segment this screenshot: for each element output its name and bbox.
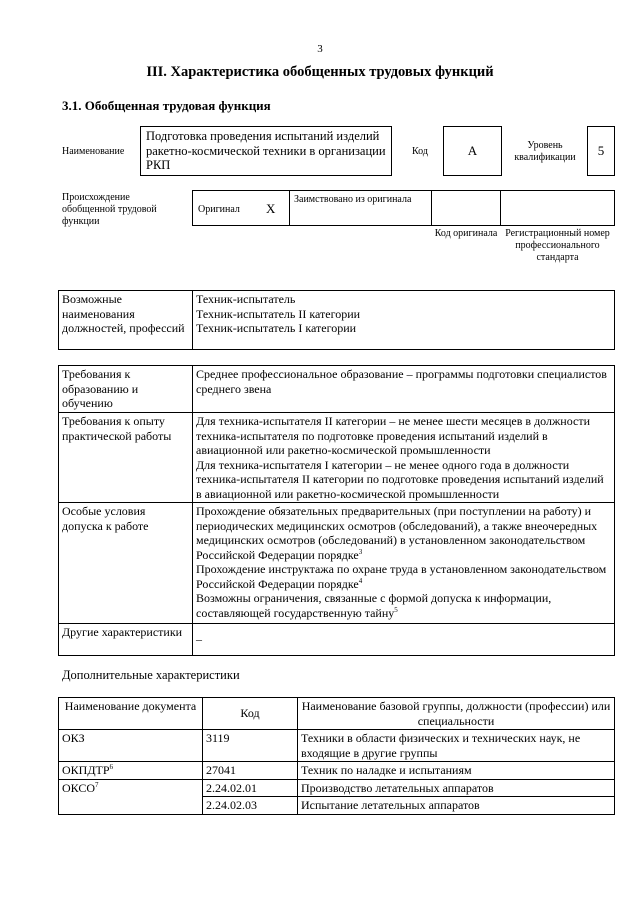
- function-name-value: Подготовка проведения испытаний изделий ракетно-космической техники в организации РКП: [140, 126, 392, 176]
- footnote-mark: 4: [358, 576, 363, 585]
- positions-list: [193, 291, 615, 350]
- positions-table: [58, 290, 615, 350]
- additional-title: Дополнительные характеристики: [62, 668, 240, 682]
- requirement-value: –: [193, 624, 615, 656]
- row-code: 27041: [203, 762, 298, 780]
- reg-number-label: Регистрационный номер профессионального стандарта: [505, 228, 610, 263]
- original-label: Оригинал: [198, 204, 240, 215]
- row-doc: ОКПДТР$^6$: [59, 762, 203, 780]
- section-title: III. Характеристика обобщенных трудовых функций: [146, 64, 494, 80]
- row-name: Испытание летательных аппаратов: [298, 797, 615, 815]
- requirement-row: [59, 503, 615, 624]
- row-name: Техники в области физических и технических наук, не входящие в другие группы: [298, 730, 615, 762]
- requirement-label: Требования к образованию и обучению: [59, 366, 193, 413]
- requirement-label: Особые условия допуска к работе: [59, 503, 193, 624]
- original-cell: [192, 190, 290, 226]
- requirement-line: Прохождение обязательных предварительных (при поступлении на работу) и периодических медицинских осмотров (обследований), а также внеочередных медицинских осмотров (обследований) в установленном законодательством Российской Федерации порядке$^3$: [196, 504, 598, 562]
- requirement-line: Для техника-испытателя II категории – не менее шести месяцев в должности техника-испытателя по подготовке проведения испытаний изделий в авиационной или ракетно-космической промышленности: [196, 414, 591, 457]
- position-item: Техник-испытатель: [196, 292, 296, 306]
- requirement-line: Прохождение инструктажа по охране труда в установленном законодательством Российской Федерации порядке$^4$: [196, 562, 607, 591]
- name-label: Наименование: [62, 146, 125, 157]
- additional-header-row: [59, 698, 615, 730]
- row-doc: ОКСО$^7$: [59, 779, 203, 797]
- requirement-value: Среднее профессиональное образование – программы подготовки специалистов среднего звена: [193, 366, 615, 413]
- code-original-cell: [431, 190, 501, 226]
- table-row: [59, 797, 615, 815]
- additional-table: [58, 697, 615, 815]
- requirement-line: Возможны ограничения, связанные с формой допуска к информации, составляющей государственную тайну$^5$: [196, 591, 552, 620]
- row-code: 2.24.02.01: [203, 779, 298, 797]
- code-label: Код: [412, 146, 428, 157]
- position-item: Техник-испытатель II категории: [196, 306, 361, 321]
- level-label: Уровень квалификации: [514, 140, 576, 163]
- position-item: Техник-испытатель I категории: [196, 321, 357, 335]
- table-row: [59, 762, 615, 780]
- requirement-row: [59, 413, 615, 503]
- positions-label: Возможные наименования должностей, профессий: [59, 291, 193, 350]
- row-code: 3119: [203, 730, 298, 762]
- borrowed-cell: Заимствовано из оригинала: [289, 190, 432, 226]
- requirement-row: [59, 624, 615, 656]
- level-value: 5: [587, 126, 615, 176]
- table-row: [59, 730, 615, 762]
- footnote-mark: 5: [394, 605, 398, 614]
- row-name: Производство летательных аппаратов: [298, 779, 615, 797]
- subsection-title: 3.1. Обобщенная трудовая функция: [62, 98, 271, 113]
- requirement-label: Требования к опыту практической работы: [59, 413, 193, 503]
- row-doc: ОКЗ: [59, 730, 203, 762]
- code-original-label: Код оригинала: [434, 228, 498, 239]
- row-doc: [59, 797, 203, 815]
- requirement-label: Другие характеристики: [59, 624, 193, 656]
- row-code: 2.24.02.03: [203, 797, 298, 815]
- origin-label: Происхождение обобщенной трудовой функции: [62, 192, 157, 227]
- requirement-row: [59, 366, 615, 413]
- reg-number-cell: [500, 190, 615, 226]
- original-mark: X: [266, 201, 276, 216]
- table-row: [59, 779, 615, 797]
- requirement-value: [193, 503, 615, 624]
- header-name: Наименование базовой группы, должности (профессии) или специальности: [298, 698, 615, 730]
- positions-row: [59, 291, 615, 350]
- header-doc: Наименование документа: [59, 698, 203, 730]
- page-number: 3: [317, 43, 323, 55]
- code-value: А: [443, 126, 502, 176]
- requirement-line: Для техника-испытателя I категории – не менее одного года в должности техника-испытателя II категории по подготовке проведения испытаний изделий в авиационной или ракетно-космической промышленности: [196, 457, 604, 501]
- row-name: Техник по наладке и испытаниям: [298, 762, 615, 780]
- header-code: Код: [203, 698, 298, 730]
- requirements-table: [58, 365, 615, 656]
- footnote-mark: 3: [358, 547, 363, 556]
- requirement-value: [193, 413, 615, 503]
